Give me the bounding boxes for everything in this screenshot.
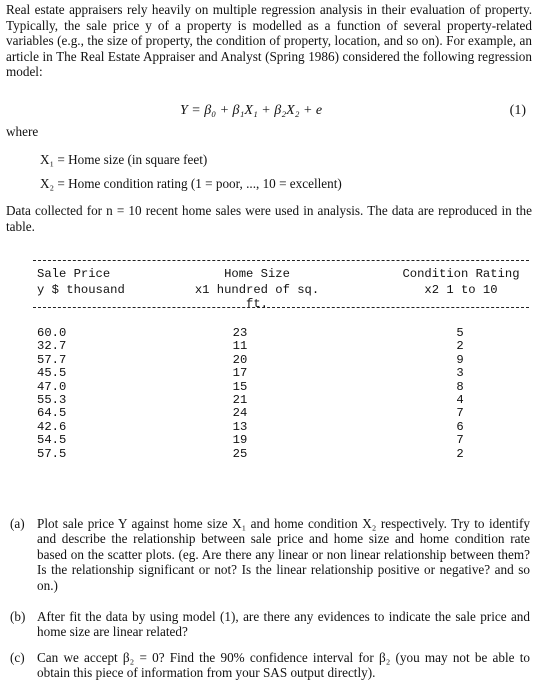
table-cell: 5 xyxy=(456,326,464,340)
table-cell: 21 xyxy=(232,392,248,407)
column-condition-rating xyxy=(450,327,470,461)
table-cell: 60.0 xyxy=(37,326,67,340)
header-col3-line1: Condition Rating xyxy=(402,267,520,281)
definition-x2: X₂ = Home condition rating (1 = poor, ..., 10 = excellent) xyxy=(40,176,342,191)
table-cell: 20 xyxy=(232,352,248,367)
table-cell: 47.0 xyxy=(37,379,67,394)
question-a xyxy=(10,516,530,593)
definition-x1: X₁ = Home size (in square feet) xyxy=(40,152,208,167)
table-cell: 57.7 xyxy=(37,352,67,367)
table-top-rule xyxy=(33,260,529,261)
table-cell: 23 xyxy=(232,326,248,340)
table-cell: 55.3 xyxy=(37,392,67,407)
question-text: Can we accept β₂ = 0? Find the 90% confidence interval for β₂ (you may not be able to obtain this piece of information from your SAS output directly). xyxy=(37,650,530,681)
table-header-rule xyxy=(33,307,529,308)
table-cell: 8 xyxy=(456,379,464,394)
header-col1-line2: y $ thousand xyxy=(37,283,125,297)
question-text: Plot sale price Y against home size X₁ and home condition X₂ respectively. Try to identify and describe the relationship between sale price and home size and home condition rate based on the scatter plots. (eg. Are there any linear or non linear relationship between them? Is the relationship significant or not? Is the linear relationship positive or negative? and so on.) xyxy=(37,516,530,593)
table-cell: 57.5 xyxy=(37,446,67,461)
table-cell: 11 xyxy=(232,339,248,354)
question-b xyxy=(10,609,530,640)
table-cell: 7 xyxy=(456,433,464,448)
table-cell: 2 xyxy=(456,339,464,354)
header-col2-line1: Home Size xyxy=(224,267,290,281)
table-cell: 19 xyxy=(232,433,248,448)
question-label: (c) xyxy=(10,650,25,665)
table-cell: 42.6 xyxy=(37,419,67,434)
question-label: (b) xyxy=(10,609,26,624)
header-col1-line1: Sale Price xyxy=(37,267,111,281)
header-col3-line2: x2 1 to 10 xyxy=(424,283,498,297)
table-cell: 64.5 xyxy=(37,406,67,421)
table-cell: 32.7 xyxy=(37,339,67,354)
table-cell: 7 xyxy=(456,406,464,421)
table-cell: 25 xyxy=(232,446,248,461)
table-cell: 13 xyxy=(232,419,248,434)
table-cell: 6 xyxy=(456,419,464,434)
table-cell: 9 xyxy=(456,352,464,367)
column-sale-price xyxy=(37,327,66,461)
question-text: After fit the data by using model (1), are there any evidences to indicate the sale price and home size are linear related? xyxy=(37,609,530,640)
data-intro-paragraph: Data collected for n = 10 recent home sales were used in analysis. The data are reproduced in the table. xyxy=(6,203,532,234)
table-cell: 15 xyxy=(232,379,248,394)
column-home-size xyxy=(225,327,255,461)
intro-paragraph: Real estate appraisers rely heavily on multiple regression analysis in their evaluation of property. Typically, the sale price y of a property is modelled as a function of several property-related variables (e.g., the size of property, the condition of property, location, and so on). For example, an article in The Real Estate Appraiser and Analyst (Spring 1986) considered the following regression model: xyxy=(6,2,532,80)
equation-formula: Y = β₀ + β₁X₁ + β₂X₂ + e xyxy=(180,103,323,118)
question-c xyxy=(10,650,530,681)
table-cell: 24 xyxy=(232,406,248,421)
table-cell: 2 xyxy=(456,446,464,461)
table-cell: 4 xyxy=(456,392,464,407)
regression-equation xyxy=(0,103,532,121)
equation-number: (1) xyxy=(509,103,526,118)
table-cell: 45.5 xyxy=(37,366,67,381)
table-cell: 54.5 xyxy=(37,433,67,448)
table-cell: 17 xyxy=(232,366,248,381)
where-label: where xyxy=(6,124,39,139)
header-col2-line2: x1 hundred of sq. ft. xyxy=(194,283,320,311)
question-label: (a) xyxy=(10,516,25,531)
table-cell: 3 xyxy=(456,366,464,381)
